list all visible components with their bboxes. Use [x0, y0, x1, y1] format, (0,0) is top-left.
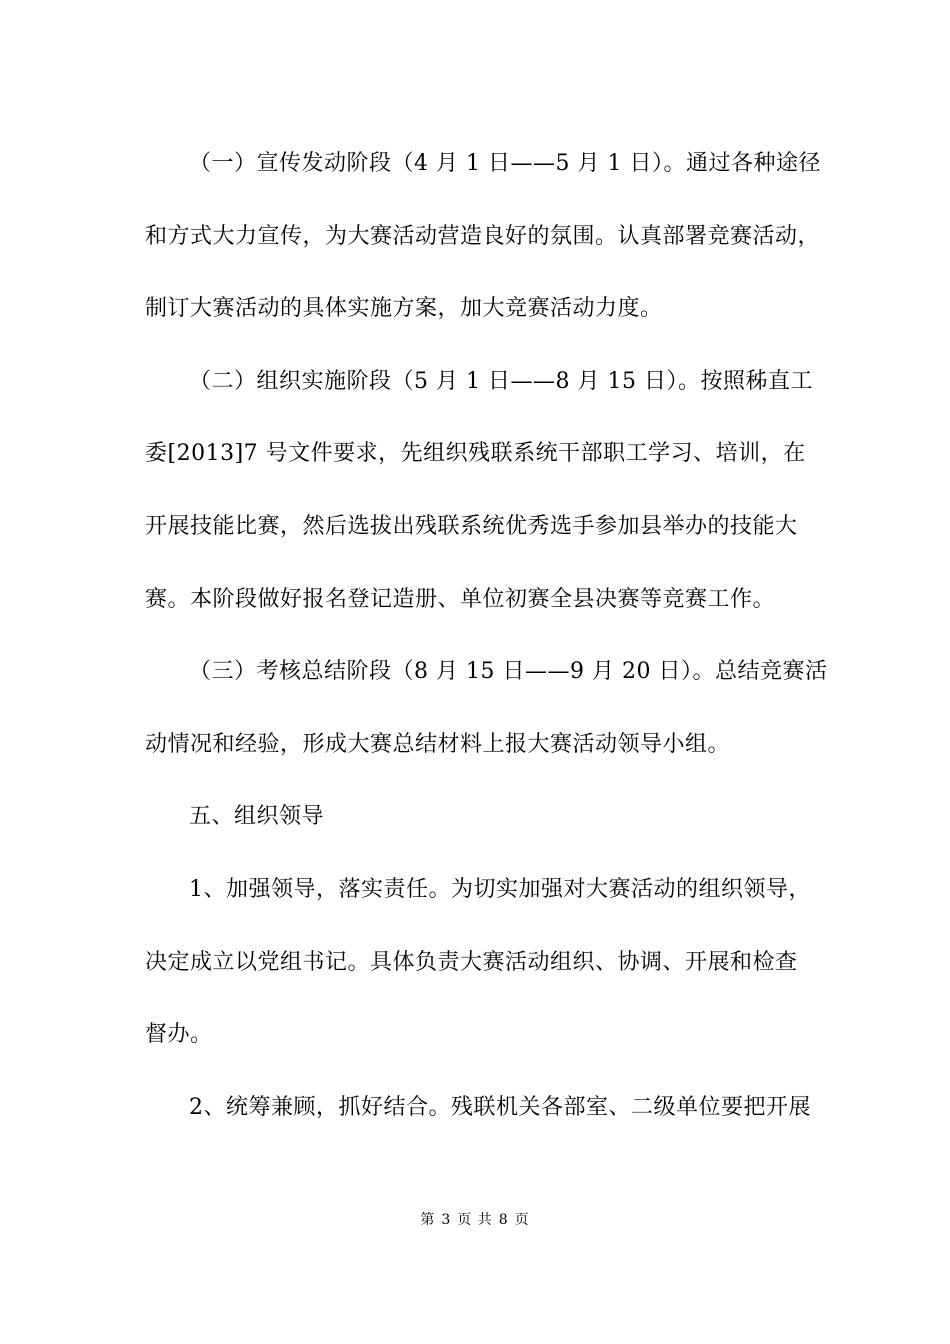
page-label-suffix: 页	[514, 1212, 530, 1228]
paragraph-item-1	[145, 854, 810, 1072]
section-heading-organization	[145, 781, 810, 854]
paragraph-line: 督办。	[145, 1022, 213, 1048]
paragraph-line: 委[2013]7 号文件要求，先组织残联系统干部职工学习、培训，在	[145, 441, 806, 467]
document-body	[145, 128, 828, 1144]
paragraph-item-2	[145, 1072, 810, 1145]
paragraph-stage-1	[145, 128, 821, 346]
section-heading: 五、组织领导	[189, 804, 325, 830]
total-pages-number: 8	[498, 1212, 509, 1228]
paragraph-line: （三）考核总结阶段（8 月 15 日——9 月 20 日）。总结竞赛活	[189, 659, 828, 685]
paragraph-line: 决定成立以党组书记。具体负责大赛活动组织、协调、开展和检查	[145, 949, 798, 975]
paragraph-line: （二）组织实施阶段（5 月 1 日——8 月 15 日）。按照秭直工	[189, 368, 813, 394]
paragraph-line: 动情况和经验，形成大赛总结材料上报大赛活动领导小组。	[145, 731, 731, 757]
paragraph-line: （一）宣传发动阶段（4 月 1 日——5 月 1 日）。通过各种途径	[189, 151, 821, 176]
paragraph-line: 2、统筹兼顾，抓好结合。残联机关各部室、二级单位要把开展	[189, 1094, 811, 1120]
paragraph-line: 和方式大力宣传，为大赛活动营造良好的氛围。认真部署竞赛活动，	[145, 223, 821, 249]
page-footer	[0, 1209, 950, 1229]
paragraph-stage-2	[145, 346, 813, 636]
page-label-mid: 页 共	[457, 1212, 493, 1228]
paragraph-line: 1、加强领导，落实责任。为切实加强对大赛活动的组织领导，	[189, 876, 811, 902]
paragraph-line: 制订大赛活动的具体实施方案，加大竞赛活动力度。	[145, 296, 663, 322]
paragraph-line: 开展技能比赛，然后选拔出残联系统优秀选手参加县举办的技能大	[145, 513, 798, 539]
paragraph-line: 赛。本阶段做好报名登记造册、单位初赛全县决赛等竞赛工作。	[145, 586, 776, 612]
current-page-number: 3	[441, 1212, 452, 1228]
page-label-prefix: 第	[420, 1212, 436, 1228]
paragraph-stage-3	[145, 636, 828, 781]
